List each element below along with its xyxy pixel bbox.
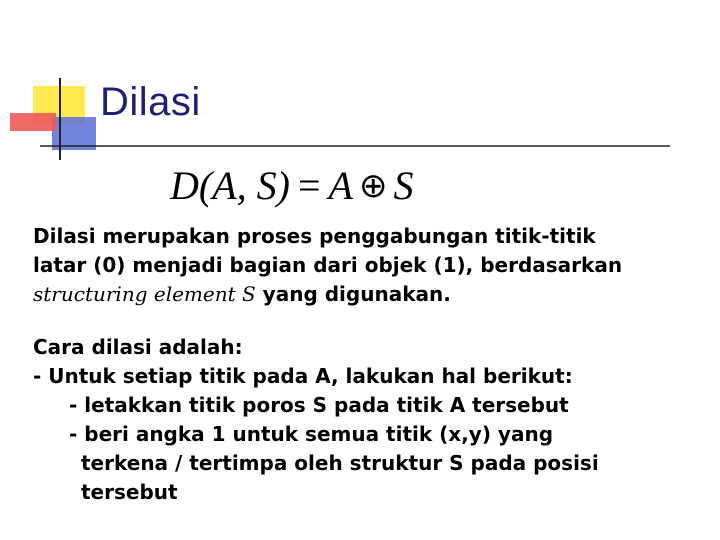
slide-body bbox=[33, 222, 703, 507]
paragraph1-line3 bbox=[33, 280, 703, 309]
slide-title: Dilasi bbox=[100, 80, 201, 124]
paragraph1-line2: latar (0) menjadi bagian dari objek (1), berdasarkan bbox=[33, 253, 623, 277]
formula-lhs: D(A, S) bbox=[170, 163, 290, 208]
paragraph2-step: - Untuk setiap titik pada A, lakukan hal berikut: bbox=[33, 364, 573, 388]
formula-s: S bbox=[393, 163, 414, 208]
paragraph2-heading: Cara dilasi adalah: bbox=[33, 335, 243, 359]
formula-oplus: ⊕ bbox=[358, 168, 388, 205]
formula-a: A bbox=[328, 163, 353, 208]
paragraph2-sub2-line1: - beri angka 1 untuk semua titik (x,y) yang bbox=[69, 422, 554, 446]
paragraph1-line3-rest: yang digunakan. bbox=[255, 282, 451, 306]
dilation-formula bbox=[170, 162, 413, 209]
structuring-element-term: structuring element S bbox=[33, 282, 256, 306]
paragraph1-line1: Dilasi merupakan proses penggabungan titik-titik bbox=[33, 224, 596, 248]
red-bar bbox=[10, 113, 56, 131]
formula-equals: = bbox=[297, 163, 321, 208]
paragraph2-sub2-line2: terkena / tertimpa oleh struktur S pada posisi bbox=[81, 451, 599, 475]
paragraph2-sub2-line3: tersebut bbox=[81, 480, 178, 504]
blue-square bbox=[52, 117, 96, 150]
paragraph2-sub1: - letakkan titik poros S pada titik A tersebut bbox=[69, 393, 569, 417]
